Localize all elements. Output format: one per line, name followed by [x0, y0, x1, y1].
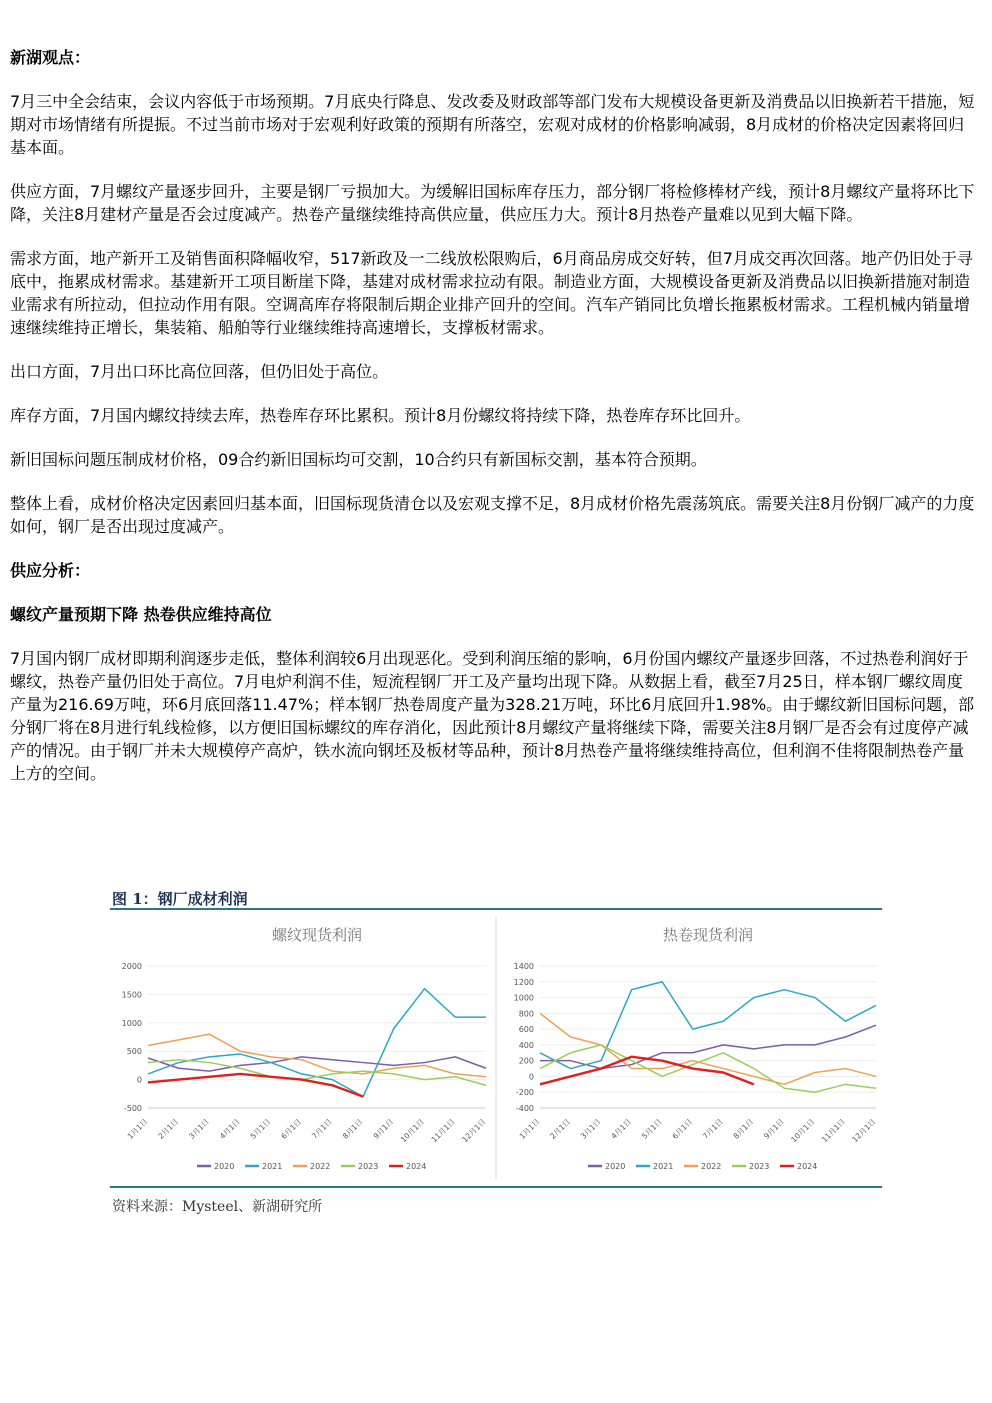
x-tick-label: 8月1日 — [731, 1117, 756, 1141]
view-paragraph-1: 7月三中全会结束，会议内容低于市场预期。7月底央行降息、发改委及财政部等部门发布大规模设备更新及消费品以旧换新若干措施，短期对市场情绪有所提振。不过当前市场对于宏观利好政策的预期有所落空，宏观对成材的价格影响减弱，8月成材的价格决定因素将回归基本面。 — [10, 92, 975, 157]
y-tick-label: 600 — [518, 1025, 534, 1035]
series-line-2023 — [540, 1045, 876, 1092]
legend-label-2022: 2022 — [701, 1162, 722, 1171]
y-tick-label: 400 — [518, 1040, 534, 1050]
x-tick-label: 12月1日 — [850, 1117, 878, 1145]
section-heading-supply: 供应分析： — [10, 561, 91, 580]
series-line-2020 — [540, 1025, 876, 1068]
x-tick-label: 5月1日 — [248, 1117, 273, 1141]
view-paragraph-3: 需求方面，地产新开工及销售面积降幅收窄，517新政及一二线放松限购后，6月商品房成交好转，但7月成交再次回落。地产仍旧处于寻底中，拖累成材需求。基建新开工项目断崖下降，基建对成材需求拉动有限。制造业方面，大规模设备更新及消费品以旧换新措施对制造业需求有所拉动，但拉动作用有限。空调高库存将限制后期企业排产回升的空间。汽车产销同比负增长拖累板材需求。工程机械内销量增速继续维持正增长，集装箱、船舶等行业继续维持高速增长，支撑板材需求。 — [10, 249, 973, 337]
x-tick-label: 3月1日 — [578, 1117, 603, 1141]
x-tick-label: 7月1日 — [310, 1117, 334, 1141]
x-tick-label: 4月1日 — [609, 1117, 634, 1141]
x-tick-label: 11月1日 — [429, 1117, 457, 1145]
section-subheading-supply: 螺纹产量预期下降 热卷供应维持高位 — [10, 605, 272, 624]
x-tick-label: 5月1日 — [639, 1117, 664, 1141]
figure-frame — [110, 908, 882, 1188]
y-tick-label: -200 — [515, 1088, 534, 1098]
report-body — [10, 46, 978, 806]
y-tick-label: 1000 — [513, 993, 534, 1003]
series-line-2021 — [148, 989, 486, 1097]
view-paragraph-6: 新旧国标问题压制成材价格，09合约新旧国标均可交割，10合约只有新国标交割，基本符合预期。 — [10, 450, 707, 469]
legend-label-2024: 2024 — [797, 1162, 818, 1171]
x-tick-label: 2月1日 — [548, 1117, 572, 1141]
x-tick-label: 2月1日 — [156, 1117, 181, 1141]
legend-label-2020: 2020 — [605, 1162, 626, 1171]
figure-source: 资料来源：Mysteel、新湖研究所 — [112, 1199, 323, 1215]
x-tick-label: 10月1日 — [789, 1117, 817, 1145]
y-tick-label: 1000 — [121, 1018, 142, 1028]
x-tick-label: 1月1日 — [125, 1117, 150, 1141]
legend-label-2023: 2023 — [358, 1162, 379, 1171]
view-paragraph-2: 供应方面，7月螺纹产量逐步回升，主要是钢厂亏损加大。为缓解旧国标库存压力，部分钢厂将检修棒材产线，预计8月螺纹产量将环比下降，关注8月建材产量是否会过度减产。热卷产量继续维持高供应量，供应压力大。预计8月热卷产量难以见到大幅下降。 — [10, 182, 975, 224]
x-tick-label: 1月1日 — [517, 1117, 542, 1141]
x-tick-label: 12月1日 — [460, 1117, 488, 1145]
view-paragraph-7: 整体上看，成材价格决定因素回归基本面，旧国标现货清仓以及宏观支撑不足，8月成材价格先震荡筑底。需要关注8月份钢厂减产的力度如何，钢厂是否出现过度减产。 — [10, 494, 975, 536]
x-tick-label: 4月1日 — [217, 1117, 242, 1141]
y-tick-label: 800 — [518, 1009, 534, 1019]
y-tick-label: 2000 — [121, 962, 142, 971]
charts-svg — [110, 910, 882, 1186]
view-paragraph-5: 库存方面，7月国内螺纹持续去库，热卷库存环比累积。预计8月份螺纹将持续下降，热卷库存环比回升。 — [10, 406, 751, 425]
figure-title: 图 1：钢厂成材利润 — [112, 890, 248, 908]
section-heading-view: 新湖观点： — [10, 48, 91, 67]
chart-title-1: 螺纹现货利润 — [271, 926, 363, 944]
y-tick-label: 1400 — [513, 962, 534, 971]
x-tick-label: 8月1日 — [340, 1117, 365, 1141]
y-tick-label: 1200 — [513, 977, 534, 987]
legend-label-2021: 2021 — [262, 1162, 283, 1171]
legend-label-2021: 2021 — [653, 1162, 674, 1171]
x-tick-label: 6月1日 — [279, 1117, 304, 1141]
chart-title-2: 热卷现货利润 — [662, 926, 754, 944]
y-tick-label: 500 — [126, 1047, 142, 1057]
series-line-2024 — [148, 1074, 363, 1097]
series-line-2021 — [540, 982, 876, 1069]
legend-label-2024: 2024 — [406, 1162, 427, 1171]
x-tick-label: 6月1日 — [670, 1117, 695, 1141]
legend-label-2020: 2020 — [214, 1162, 235, 1171]
supply-paragraph: 7月国内钢厂成材即期利润逐步走低，整体利润较6月出现恶化。受到利润压缩的影响，6月份国内螺纹产量逐步回落，不过热卷利润好于螺纹，热卷产量仍旧处于高位。7月电炉利润不佳，短流程钢厂开工及产量均出现下降。从数据上看，截至7月25日，样本钢厂螺纹周度产量为216.69万吨，环6月底回落11.47%；样本钢厂热卷周度产量为328.21万吨，环比6月底回升1.98%。由于螺纹新旧国标问题，部分钢厂将在8月进行轧线检修，以方便旧国标螺纹的库存消化，因此预计8月螺纹产量将继续下降，需要关注8月钢厂是否会有过度停产减产的情况。由于钢厂并未大规模停产高炉，铁水流向钢坯及板材等品种，预计8月热卷产量将继续维持高位，但利润不佳将限制热卷产量上方的空间。 — [10, 649, 975, 783]
legend-label-2022: 2022 — [310, 1162, 331, 1171]
x-tick-label: 3月1日 — [187, 1117, 211, 1141]
x-tick-label: 11月1日 — [819, 1117, 847, 1145]
x-tick-label: 7月1日 — [700, 1117, 725, 1141]
x-tick-label: 9月1日 — [371, 1117, 396, 1141]
y-tick-label: 0 — [528, 1072, 534, 1082]
y-tick-label: 1500 — [121, 990, 142, 1000]
y-tick-label: -500 — [123, 1104, 142, 1113]
x-tick-label: 9月1日 — [762, 1117, 786, 1141]
y-tick-label: 0 — [136, 1075, 142, 1085]
x-tick-label: 10月1日 — [398, 1117, 426, 1145]
view-paragraph-4: 出口方面，7月出口环比高位回落，但仍旧处于高位。 — [10, 362, 389, 381]
legend-label-2023: 2023 — [749, 1162, 770, 1171]
figure-steel-profit — [110, 888, 882, 1228]
y-tick-label: -400 — [515, 1104, 534, 1113]
y-tick-label: 200 — [518, 1056, 534, 1066]
